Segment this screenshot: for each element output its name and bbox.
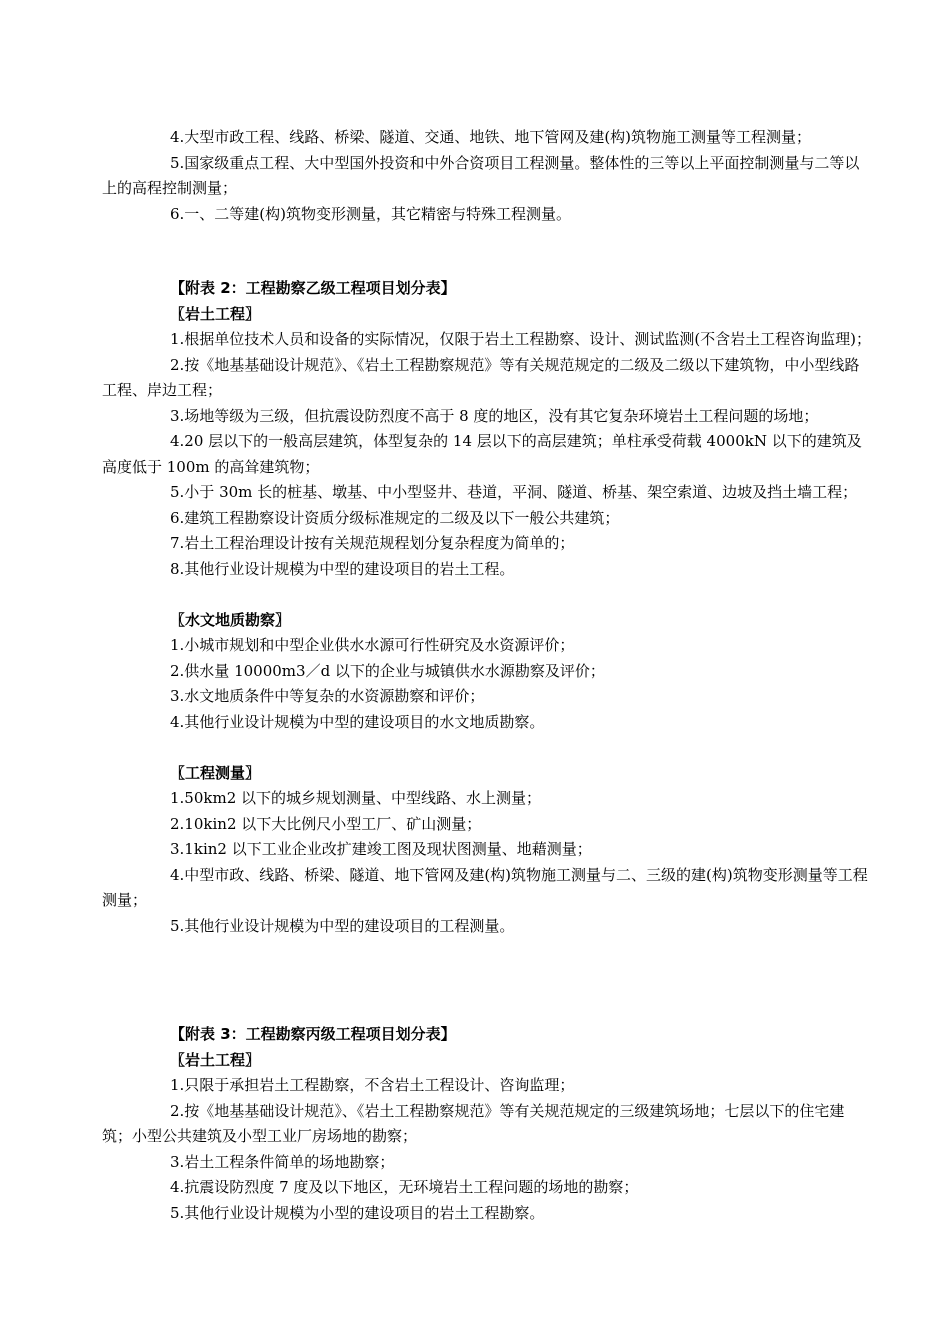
list-item: 1.小城市规划和中型企业供水水源可行性研究及水资源评价； [170, 636, 575, 654]
list-item: 2.按《地基基础设计规范》、《岩土工程勘察规范》等有关规范规定的二级及二级以下建筑物，中小型线路工程、岸边工程； [102, 355, 860, 399]
appendix-2 [102, 276, 872, 939]
appendix-3-title: 【附表 3：工程勘察丙级工程项目划分表】 [170, 1025, 456, 1043]
list-item: 3.1kin2 以下工业企业改扩建竣工图及现状图测量、地藉测量； [170, 840, 592, 858]
list-item: 4.20 层以下的一般高层建筑，体型复杂的 14 层以下的高层建筑；单柱承受荷载 4000kN 以下的建筑及高度低于 100m 的高耸建筑物； [102, 432, 862, 476]
engineering-survey-heading: 〖工程测量〗 [170, 763, 261, 782]
list-item: 6.建筑工程勘察设计资质分级标准规定的二级及以下一般公共建筑； [170, 508, 620, 527]
list-item: 3.场地等级为三级，但抗震设防烈度不高于 8 度的地区，没有其它复杂环境岩土工程问题的场地； [170, 406, 819, 425]
geotechnical-heading: 〖岩土工程〗 [170, 1050, 261, 1069]
list-item: 3.岩土工程条件简单的场地勘察； [170, 1152, 395, 1171]
list-item: 4.大型市政工程、线路、桥梁、隧道、交通、地铁、地下管网及建(构)筑物施工测量等工程测量； [170, 128, 812, 146]
geotechnical-heading: 〖岩土工程〗 [170, 304, 261, 323]
list-item: 5.小于 30m 长的桩基、墩基、中小型竖井、巷道，平洞、隧道、桥基、架空索道、边坡及挡土墙工程； [170, 483, 858, 501]
appendix-2-title: 【附表 2：工程勘察乙级工程项目划分表】 [170, 279, 456, 297]
list-item: 2.按《地基基础设计规范》、《岩土工程勘察规范》等有关规范规定的三级建筑场地；七层以下的住宅建筑；小型公共建筑及小型工业厂房场地的勘察； [102, 1101, 845, 1145]
list-item: 4.中型市政、线路、桥梁、隧道、地下管网及建(构)筑物施工测量与二、三级的建(构)筑物变形测量等工程测量； [102, 865, 868, 909]
list-item: 4.其他行业设计规模为中型的建设项目的水文地质勘察。 [170, 712, 545, 731]
list-item: 5.其他行业设计规模为小型的建设项目的岩土工程勘察。 [170, 1203, 545, 1222]
survey-list-continued [102, 125, 872, 227]
list-item: 6.一、二等建(构)筑物变形测量，其它精密与特殊工程测量。 [170, 204, 572, 223]
list-item: 8.其他行业设计规模为中型的建设项目的岩土工程。 [170, 559, 515, 578]
list-item: 4.抗震设防烈度 7 度及以下地区，无环境岩土工程问题的场地的勘察； [170, 1178, 639, 1196]
list-item: 5.其他行业设计规模为中型的建设项目的工程测量。 [170, 916, 515, 935]
list-item: 1.50km2 以下的城乡规划测量、中型线路、水上测量； [170, 789, 542, 807]
list-item: 1.根据单位技术人员和设备的实际情况，仅限于岩土工程勘察、设计、测试监测(不含岩土工程咨询监理)； [170, 330, 872, 348]
list-item: 5.国家级重点工程、大中型国外投资和中外合资项目工程测量。整体性的三等以上平面控制测量与二等以上的高程控制测量； [102, 153, 860, 197]
list-item: 7.岩土工程治理设计按有关规范规程划分复杂程度为简单的； [170, 534, 575, 552]
list-item: 2.10kin2 以下大比例尺小型工厂、矿山测量； [170, 814, 482, 833]
appendix-3 [102, 1022, 872, 1226]
list-item: 1.只限于承担岩土工程勘察，不含岩土工程设计、咨询监理； [170, 1076, 575, 1094]
list-item: 3.水文地质条件中等复杂的水资源勘察和评价； [170, 687, 485, 705]
hydrogeology-heading: 〖水文地质勘察〗 [170, 610, 291, 629]
list-item: 2.供水量 10000m3／d 以下的企业与城镇供水水源勘察及评价； [170, 661, 605, 680]
